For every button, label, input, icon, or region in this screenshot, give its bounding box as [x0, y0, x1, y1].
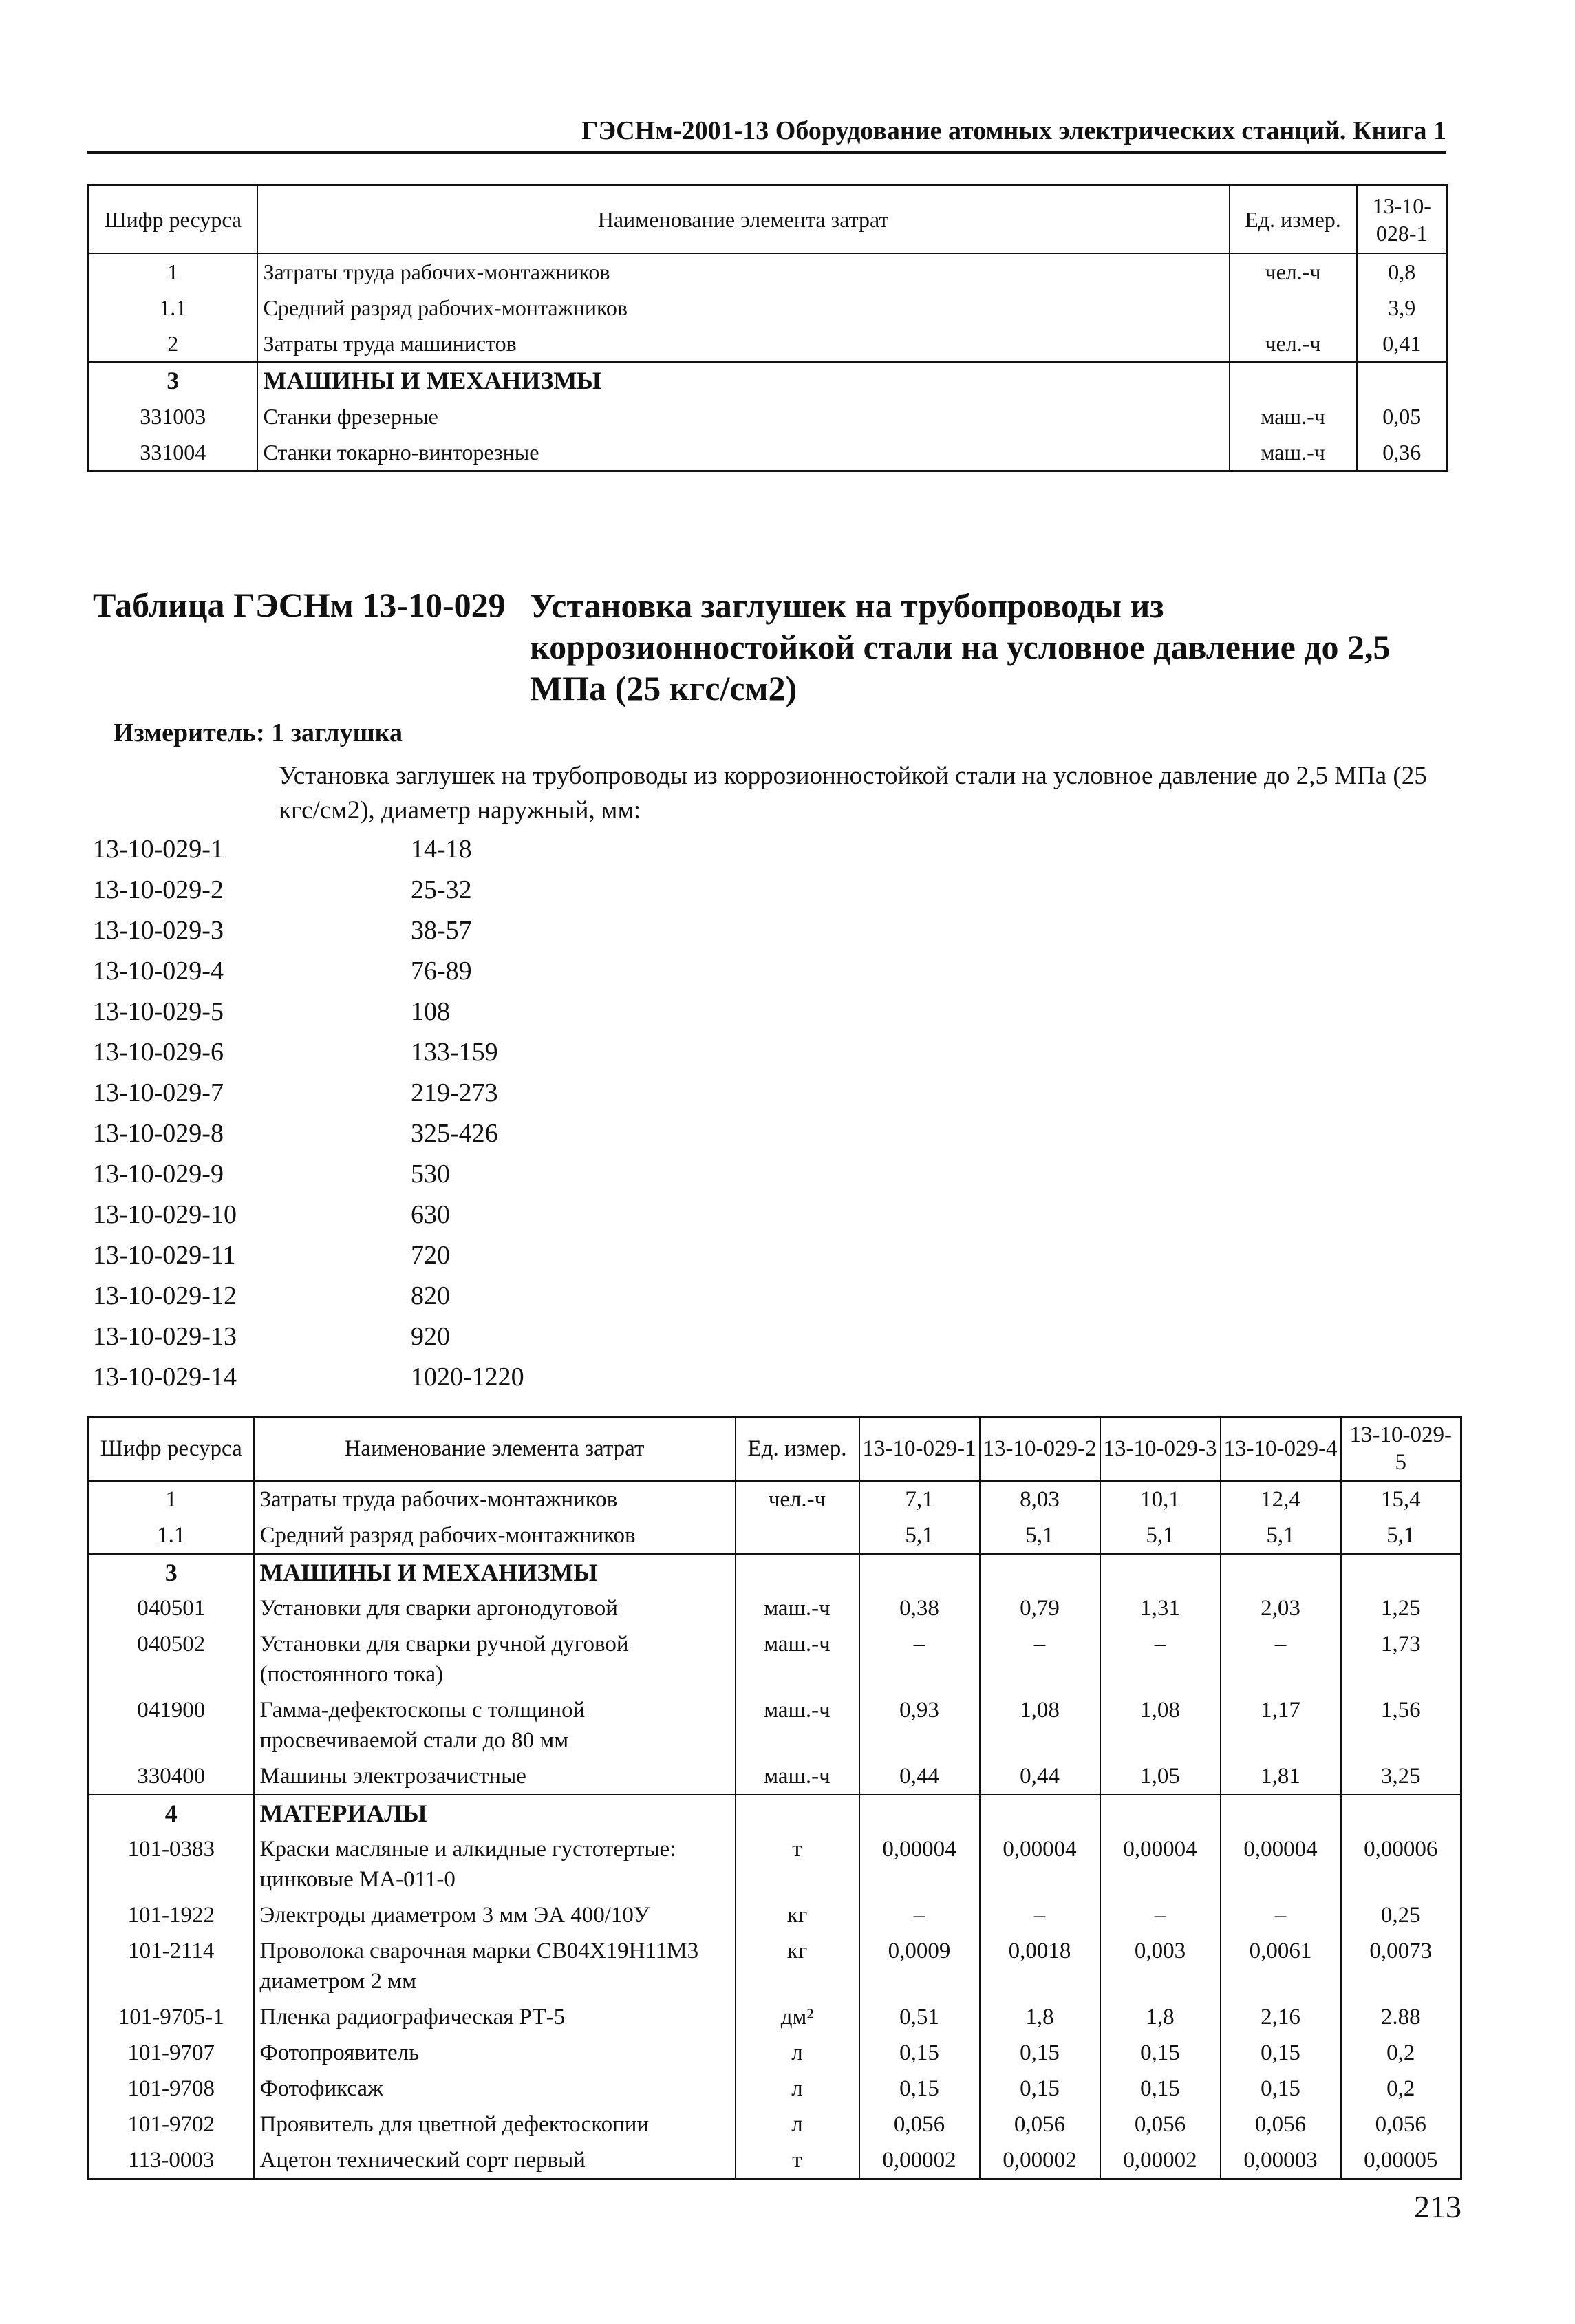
resource-code: 101-9705-1 — [89, 1999, 254, 2035]
table-row — [89, 1831, 1461, 1897]
table-description: Установка заглушек на трубопроводы из коррозионностойкой стали на условное давление до 2,5 МПа (25 кгс/см2) — [530, 586, 1391, 707]
unit: чел.-ч — [1230, 326, 1357, 362]
norm-value — [1100, 1554, 1221, 1590]
norm-value: 0,15 — [1100, 2071, 1221, 2107]
norm-code: 13-10-029-13 — [93, 1322, 237, 1351]
unit: чел.-ч — [1230, 253, 1357, 290]
outer-diameter: 25-32 — [411, 875, 472, 904]
norm-value: 5,1 — [980, 1517, 1100, 1554]
norm-value: 10,1 — [1100, 1481, 1221, 1517]
table-row — [89, 1999, 1461, 2035]
unit: кг — [736, 1933, 859, 1999]
unit: дм² — [736, 1999, 859, 2035]
norm-value: 1,31 — [1100, 1590, 1221, 1626]
unit — [736, 1795, 859, 1831]
outer-diameter: 720 — [411, 1241, 450, 1270]
norm-value: 7,1 — [859, 1481, 980, 1517]
norm-value: 0,38 — [859, 1590, 980, 1626]
resource-code: 1 — [89, 253, 257, 290]
resource-name: Затраты труда рабочих-монтажников — [257, 253, 1230, 290]
code-row — [93, 951, 524, 992]
measure-unit: Измеритель: 1 заглушка — [114, 718, 403, 747]
norm-value — [980, 1795, 1100, 1831]
table-row — [89, 2071, 1461, 2107]
norm-value: 5,1 — [1100, 1517, 1221, 1554]
norm-value: 1,8 — [980, 1999, 1100, 2035]
outer-diameter: 325-426 — [411, 1119, 498, 1148]
code-row — [93, 1154, 524, 1195]
norm-value: 0,0061 — [1221, 1933, 1341, 1999]
col-header-norm: 13-10-028-1 — [1357, 186, 1448, 254]
code-row — [93, 870, 524, 910]
norm-value: 5,1 — [1341, 1517, 1461, 1554]
col-header-norm-5: 13-10-029-5 — [1341, 1418, 1461, 1482]
norm-value: 8,03 — [980, 1481, 1100, 1517]
resource-code: 101-9702 — [89, 2107, 254, 2142]
code-row — [93, 910, 524, 951]
resource-code: 101-1922 — [89, 1897, 254, 1933]
col-header-name: Наименование элемента затрат — [254, 1418, 736, 1482]
resource-code: 101-9707 — [89, 2035, 254, 2071]
table-row — [89, 398, 1448, 434]
norm-code: 13-10-029-3 — [93, 916, 224, 945]
col-header-code: Шифр ресурса — [89, 186, 257, 254]
unit: кг — [736, 1897, 859, 1933]
norm-value: – — [980, 1626, 1100, 1692]
norm-value: 1,25 — [1341, 1590, 1461, 1626]
col-header-norm-3: 13-10-029-3 — [1100, 1418, 1221, 1482]
resource-name: Установки для сварки аргонодуговой — [254, 1590, 736, 1626]
norm-value: 0,00004 — [1221, 1831, 1341, 1897]
norm-value: 0,15 — [1221, 2071, 1341, 2107]
resource-name: Средний разряд рабочих-монтажников — [254, 1517, 736, 1554]
resource-code: 1.1 — [89, 290, 257, 326]
table-body — [89, 253, 1448, 471]
table-row — [89, 1795, 1461, 1831]
norm-value: 0,00002 — [1100, 2142, 1221, 2179]
norm-value: 0,15 — [980, 2035, 1100, 2071]
unit — [1230, 362, 1357, 398]
norm-value: 0,05 — [1357, 398, 1448, 434]
norm-value: 0,00006 — [1341, 1831, 1461, 1897]
norm-value: 1,73 — [1341, 1626, 1461, 1692]
unit: маш.-ч — [736, 1590, 859, 1626]
norm-value: 12,4 — [1221, 1481, 1341, 1517]
resource-code: 040501 — [89, 1590, 254, 1626]
col-header-name: Наименование элемента затрат — [257, 186, 1230, 254]
norm-value: 0,79 — [980, 1590, 1100, 1626]
table-row — [89, 1517, 1461, 1554]
unit: чел.-ч — [736, 1481, 859, 1517]
code-row — [93, 992, 524, 1032]
norm-value: 1,08 — [980, 1692, 1100, 1758]
resource-name: Пленка радиографическая РТ-5 — [254, 1999, 736, 2035]
table-header-row — [89, 186, 1448, 254]
resource-name: Фотофиксаж — [254, 2071, 736, 2107]
unit — [736, 1554, 859, 1590]
norm-value: – — [1100, 1897, 1221, 1933]
outer-diameter: 1020-1220 — [411, 1363, 524, 1392]
norm-value — [1341, 1795, 1461, 1831]
resource-name: Проявитель для цветной дефектоскопии — [254, 2107, 736, 2142]
code-row — [93, 1357, 524, 1398]
norm-value: 0,15 — [1221, 2035, 1341, 2071]
running-header: ГЭСНм-2001-13 Оборудование атомных электрических станций. Книга 1 — [87, 116, 1446, 154]
table-row — [89, 1590, 1461, 1626]
resource-code: 331004 — [89, 434, 257, 471]
norm-code: 13-10-029-14 — [93, 1363, 237, 1392]
norm-value: 0,003 — [1100, 1933, 1221, 1999]
col-header-unit: Ед. измер. — [736, 1418, 859, 1482]
code-row — [93, 1113, 524, 1154]
norm-value: 0,00004 — [980, 1831, 1100, 1897]
table-header-row — [89, 1418, 1461, 1482]
unit: маш.-ч — [736, 1758, 859, 1795]
norm-value: 0,2 — [1341, 2071, 1461, 2107]
code-row — [93, 1032, 524, 1073]
norm-value: 0,15 — [859, 2035, 980, 2071]
resource-name: Краски масляные и алкидные густотертые: цинковые МА-011-0 — [254, 1831, 736, 1897]
norm-value: 3,9 — [1357, 290, 1448, 326]
unit: маш.-ч — [736, 1692, 859, 1758]
norm-value — [1100, 1795, 1221, 1831]
resource-code: 3 — [89, 362, 257, 398]
norm-value: 1,17 — [1221, 1692, 1341, 1758]
col-header-norm-2: 13-10-029-2 — [980, 1418, 1100, 1482]
code-row — [93, 1195, 524, 1235]
resource-table-029 — [87, 1416, 1462, 2180]
unit: т — [736, 1831, 859, 1897]
resource-name: Машины электрозачистные — [254, 1758, 736, 1795]
norm-value: 0,00004 — [1100, 1831, 1221, 1897]
norm-value — [1221, 1554, 1341, 1590]
norm-value: 0,44 — [859, 1758, 980, 1795]
unit: маш.-ч — [1230, 398, 1357, 434]
resource-name: Фотопроявитель — [254, 2035, 736, 2071]
table-row — [89, 1481, 1461, 1517]
norm-value: 5,1 — [859, 1517, 980, 1554]
norm-value: – — [980, 1897, 1100, 1933]
resource-code: 2 — [89, 326, 257, 362]
intro-text: Установка заглушек на трубопроводы из коррозионностойкой стали на условное давление до 2,5 МПа (25 кгс/см2), диаметр наружный, мм: — [279, 762, 1427, 824]
norm-value: 3,25 — [1341, 1758, 1461, 1795]
norm-value: 2,16 — [1221, 1999, 1341, 2035]
norm-code: 13-10-029-7 — [93, 1078, 224, 1107]
norm-value: 0,2 — [1341, 2035, 1461, 2071]
resource-code: 040502 — [89, 1626, 254, 1692]
code-row — [93, 1073, 524, 1113]
norm-value: 0,15 — [980, 2071, 1100, 2107]
norm-value: 15,4 — [1341, 1481, 1461, 1517]
norm-value: 1,56 — [1341, 1692, 1461, 1758]
table-title: Таблица ГЭСНм 13-10-029 — [93, 586, 506, 624]
resource-code: 330400 — [89, 1758, 254, 1795]
resource-name: Затраты труда машинистов — [257, 326, 1230, 362]
resource-code: 1.1 — [89, 1517, 254, 1554]
norm-code: 13-10-029-10 — [93, 1200, 237, 1229]
norm-code: 13-10-029-2 — [93, 875, 224, 904]
norm-value: 0,056 — [980, 2107, 1100, 2142]
code-row — [93, 829, 524, 870]
table-row — [89, 326, 1448, 362]
resource-code: 113-0003 — [89, 2142, 254, 2179]
norm-value: 0,00002 — [859, 2142, 980, 2179]
resource-name: МАШИНЫ И МЕХАНИЗМЫ — [254, 1554, 736, 1590]
col-header-code: Шифр ресурса — [89, 1418, 254, 1482]
resource-code: 1 — [89, 1481, 254, 1517]
outer-diameter: 76-89 — [411, 957, 472, 985]
norm-value: 1,05 — [1100, 1758, 1221, 1795]
col-header-unit: Ед. измер. — [1230, 186, 1357, 254]
table-row — [89, 1626, 1461, 1692]
norm-value: 0,51 — [859, 1999, 980, 2035]
resource-table-028 — [87, 184, 1448, 472]
unit — [1230, 290, 1357, 326]
outer-diameter: 14-18 — [411, 835, 472, 864]
norm-value: 0,0073 — [1341, 1933, 1461, 1999]
norm-value — [859, 1554, 980, 1590]
norm-value: 0,15 — [859, 2071, 980, 2107]
norm-value: 0,056 — [1100, 2107, 1221, 2142]
norm-value: 0,0009 — [859, 1933, 980, 1999]
norm-code: 13-10-029-6 — [93, 1038, 224, 1067]
resource-name: Ацетон технический сорт первый — [254, 2142, 736, 2179]
resource-name: МАШИНЫ И МЕХАНИЗМЫ — [257, 362, 1230, 398]
norm-code: 13-10-029-12 — [93, 1281, 237, 1310]
norm-value: 0,056 — [1341, 2107, 1461, 2142]
unit: маш.-ч — [736, 1626, 859, 1692]
table-row — [89, 1692, 1461, 1758]
norm-codes-list — [93, 829, 524, 1398]
norm-value — [859, 1795, 980, 1831]
resource-code: 4 — [89, 1795, 254, 1831]
norm-value: 0,25 — [1341, 1897, 1461, 1933]
resource-name: Станки токарно-винторезные — [257, 434, 1230, 471]
outer-diameter: 630 — [411, 1200, 450, 1229]
norm-value: 0,00004 — [859, 1831, 980, 1897]
norm-value: 0,15 — [1100, 2035, 1221, 2071]
norm-value: 0,36 — [1357, 434, 1448, 471]
unit: л — [736, 2071, 859, 2107]
col-header-norm-1: 13-10-029-1 — [859, 1418, 980, 1482]
norm-value: 5,1 — [1221, 1517, 1341, 1554]
outer-diameter: 38-57 — [411, 916, 472, 945]
resource-code: 3 — [89, 1554, 254, 1590]
outer-diameter: 133-159 — [411, 1038, 498, 1067]
norm-value: 0,8 — [1357, 253, 1448, 290]
outer-diameter: 920 — [411, 1322, 450, 1351]
resource-name: Гамма-дефектоскопы с толщиной просвечиваемой стали до 80 мм — [254, 1692, 736, 1758]
resource-name: Установки для сварки ручной дуговой (постоянного тока) — [254, 1626, 736, 1692]
table-body — [89, 1481, 1461, 2179]
unit: л — [736, 2035, 859, 2071]
norm-value — [980, 1554, 1100, 1590]
resource-code: 331003 — [89, 398, 257, 434]
norm-value — [1221, 1795, 1341, 1831]
outer-diameter: 219-273 — [411, 1078, 498, 1107]
norm-value: 0,93 — [859, 1692, 980, 1758]
table-row — [89, 1554, 1461, 1590]
resource-name: Электроды диаметром 3 мм ЭА 400/10У — [254, 1897, 736, 1933]
norm-value — [1357, 362, 1448, 398]
norm-value: 0,00003 — [1221, 2142, 1341, 2179]
unit: л — [736, 2107, 859, 2142]
norm-value: 1,8 — [1100, 1999, 1221, 2035]
norm-value: – — [1100, 1626, 1221, 1692]
resource-name: Затраты труда рабочих-монтажников — [254, 1481, 736, 1517]
col-header-norm-4: 13-10-029-4 — [1221, 1418, 1341, 1482]
outer-diameter: 820 — [411, 1281, 450, 1310]
table-row — [89, 2035, 1461, 2071]
norm-value: 0,056 — [1221, 2107, 1341, 2142]
code-row — [93, 1316, 524, 1357]
table-row — [89, 290, 1448, 326]
norm-value: – — [1221, 1626, 1341, 1692]
outer-diameter: 530 — [411, 1160, 450, 1188]
norm-value: 1,08 — [1100, 1692, 1221, 1758]
resource-name: МАТЕРИАЛЫ — [254, 1795, 736, 1831]
resource-name: Станки фрезерные — [257, 398, 1230, 434]
table-row — [89, 1758, 1461, 1795]
norm-value — [1341, 1554, 1461, 1590]
norm-value: 2.88 — [1341, 1999, 1461, 2035]
resource-name: Средний разряд рабочих-монтажников — [257, 290, 1230, 326]
norm-value: – — [1221, 1897, 1341, 1933]
code-row — [93, 1276, 524, 1316]
resource-code: 101-0383 — [89, 1831, 254, 1897]
norm-value: 0,00002 — [980, 2142, 1100, 2179]
resource-code: 101-9708 — [89, 2071, 254, 2107]
norm-value: 0,00005 — [1341, 2142, 1461, 2179]
norm-code: 13-10-029-8 — [93, 1119, 224, 1148]
unit: маш.-ч — [1230, 434, 1357, 471]
table-row — [89, 1897, 1461, 1933]
unit: т — [736, 2142, 859, 2179]
norm-code: 13-10-029-5 — [93, 997, 224, 1026]
norm-value: 0,0018 — [980, 1933, 1100, 1999]
norm-value: – — [859, 1897, 980, 1933]
norm-value: 1,81 — [1221, 1758, 1341, 1795]
norm-code: 13-10-029-4 — [93, 957, 224, 985]
table-row — [89, 253, 1448, 290]
table-row — [89, 434, 1448, 471]
norm-code: 13-10-029-11 — [93, 1241, 236, 1270]
norm-code: 13-10-029-1 — [93, 835, 224, 864]
norm-value: 0,41 — [1357, 326, 1448, 362]
code-row — [93, 1235, 524, 1276]
norm-value: – — [859, 1626, 980, 1692]
table-row — [89, 2107, 1461, 2142]
outer-diameter: 108 — [411, 997, 450, 1026]
resource-code: 101-2114 — [89, 1933, 254, 1999]
norm-code: 13-10-029-9 — [93, 1160, 224, 1188]
resource-code: 041900 — [89, 1692, 254, 1758]
table-row — [89, 2142, 1461, 2179]
norm-value: 0,44 — [980, 1758, 1100, 1795]
unit — [736, 1517, 859, 1554]
page-number: 213 — [1414, 2189, 1461, 2224]
norm-value: 0,056 — [859, 2107, 980, 2142]
table-row — [89, 362, 1448, 398]
norm-value: 2,03 — [1221, 1590, 1341, 1626]
resource-name: Проволока сварочная марки СВ04Х19Н11М3 диаметром 2 мм — [254, 1933, 736, 1999]
table-row — [89, 1933, 1461, 1999]
